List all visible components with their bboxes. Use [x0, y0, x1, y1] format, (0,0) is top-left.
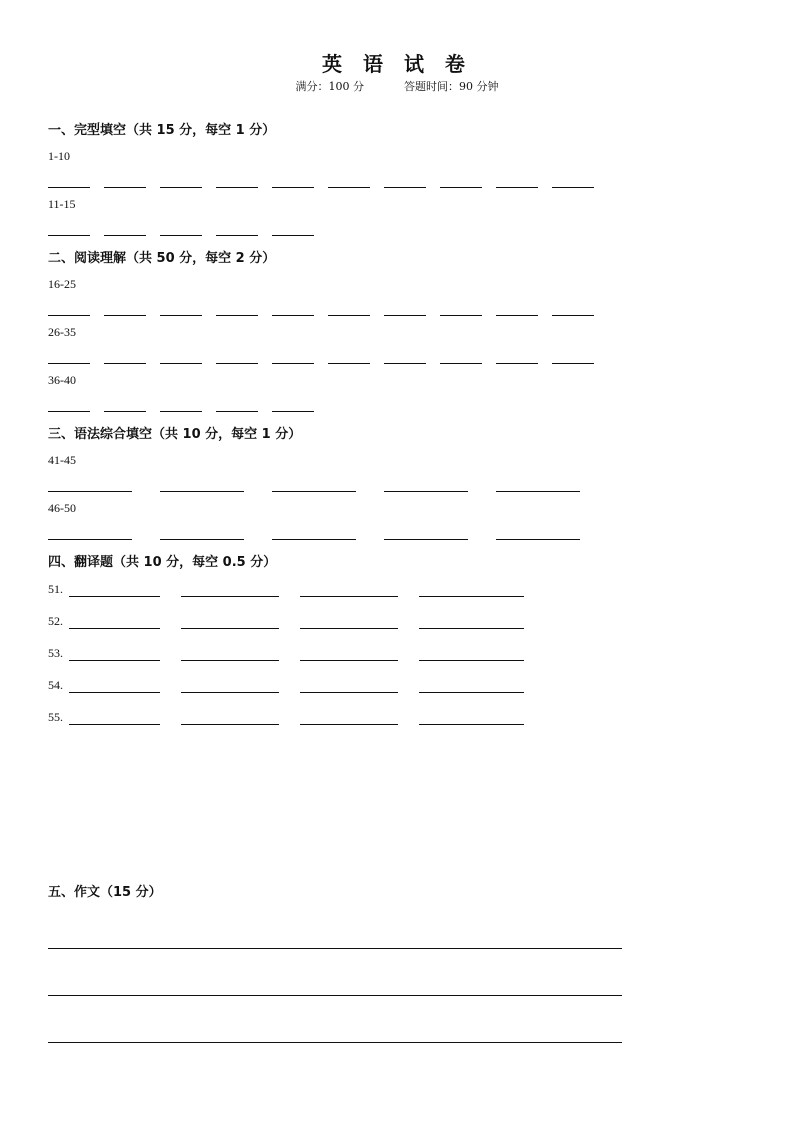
answer-blank[interactable]: [272, 491, 356, 492]
answer-blank[interactable]: [160, 411, 202, 412]
group-label: 41-45: [48, 453, 76, 467]
answer-blank[interactable]: [48, 235, 90, 236]
translation-blank[interactable]: [69, 724, 160, 725]
answer-blank[interactable]: [216, 315, 258, 316]
exam-time: 答题时间：90 分钟: [404, 80, 499, 93]
translation-blank[interactable]: [419, 596, 524, 597]
answer-blank[interactable]: [216, 363, 258, 364]
full-score: 满分：100 分: [295, 80, 364, 93]
answer-blank[interactable]: [552, 187, 594, 188]
section-1-title: 一、完型填空（共 15 分，每空 1 分）: [48, 123, 276, 138]
answer-blank[interactable]: [48, 187, 90, 188]
answer-blank[interactable]: [552, 315, 594, 316]
translation-blank[interactable]: [181, 724, 279, 725]
answer-blank[interactable]: [384, 539, 468, 540]
translation-item-number: 55.: [48, 710, 63, 724]
answer-blank[interactable]: [496, 491, 580, 492]
translation-blank[interactable]: [181, 628, 279, 629]
answer-blank[interactable]: [272, 539, 356, 540]
answer-blank[interactable]: [160, 539, 244, 540]
translation-blank[interactable]: [300, 660, 398, 661]
answer-blank[interactable]: [104, 235, 146, 236]
answer-blank[interactable]: [48, 491, 132, 492]
translation-blank[interactable]: [69, 596, 160, 597]
answer-blank[interactable]: [160, 491, 244, 492]
answer-blank[interactable]: [272, 187, 314, 188]
answer-blank[interactable]: [104, 411, 146, 412]
answer-blank[interactable]: [48, 363, 90, 364]
answer-blank[interactable]: [328, 315, 370, 316]
answer-blank[interactable]: [384, 315, 426, 316]
group-label: 36-40: [48, 373, 76, 387]
answer-blank[interactable]: [160, 187, 202, 188]
translation-blank[interactable]: [69, 660, 160, 661]
answer-blank[interactable]: [216, 235, 258, 236]
translation-item-number: 53.: [48, 646, 63, 660]
answer-blank[interactable]: [272, 315, 314, 316]
section-2-title: 二、阅读理解（共 50 分，每空 2 分）: [48, 251, 276, 266]
translation-blank[interactable]: [300, 692, 398, 693]
writing-line[interactable]: [48, 1042, 622, 1043]
section-5-title: 五、作文（15 分）: [48, 885, 162, 900]
translation-blank[interactable]: [300, 628, 398, 629]
writing-line[interactable]: [48, 995, 622, 996]
answer-blank[interactable]: [48, 411, 90, 412]
answer-blank[interactable]: [440, 315, 482, 316]
translation-blank[interactable]: [419, 692, 524, 693]
translation-blank[interactable]: [181, 596, 279, 597]
answer-blank[interactable]: [496, 187, 538, 188]
answer-blank[interactable]: [440, 363, 482, 364]
answer-blank[interactable]: [496, 363, 538, 364]
group-label: 16-25: [48, 277, 76, 291]
translation-blank[interactable]: [419, 628, 524, 629]
answer-blank[interactable]: [160, 235, 202, 236]
answer-blank[interactable]: [104, 187, 146, 188]
answer-blank[interactable]: [48, 539, 132, 540]
section-3-title: 三、语法综合填空（共 10 分，每空 1 分）: [48, 427, 302, 442]
answer-blank[interactable]: [328, 363, 370, 364]
exam-title: 英 语 试 卷: [322, 52, 472, 76]
exam-info: [0, 78, 794, 94]
translation-blank[interactable]: [69, 692, 160, 693]
translation-blank[interactable]: [181, 660, 279, 661]
answer-blank[interactable]: [272, 411, 314, 412]
answer-blank[interactable]: [272, 235, 314, 236]
translation-blank[interactable]: [300, 724, 398, 725]
group-label: 1-10: [48, 149, 70, 163]
translation-item-number: 51.: [48, 582, 63, 596]
answer-blank[interactable]: [384, 363, 426, 364]
answer-blank[interactable]: [440, 187, 482, 188]
answer-blank[interactable]: [552, 363, 594, 364]
answer-blank[interactable]: [160, 363, 202, 364]
answer-blank[interactable]: [48, 315, 90, 316]
section-4-title: 四、翻译题（共 10 分，每空 0.5 分）: [48, 555, 277, 570]
answer-blank[interactable]: [104, 363, 146, 364]
answer-blank[interactable]: [104, 315, 146, 316]
answer-blank[interactable]: [328, 187, 370, 188]
group-label: 26-35: [48, 325, 76, 339]
translation-blank[interactable]: [69, 628, 160, 629]
translation-item-number: 54.: [48, 678, 63, 692]
translation-blank[interactable]: [419, 724, 524, 725]
translation-blank[interactable]: [300, 596, 398, 597]
answer-blank[interactable]: [216, 187, 258, 188]
answer-blank[interactable]: [160, 315, 202, 316]
translation-blank[interactable]: [181, 692, 279, 693]
answer-blank[interactable]: [216, 411, 258, 412]
answer-blank[interactable]: [384, 491, 468, 492]
answer-blank[interactable]: [496, 315, 538, 316]
group-label: 11-15: [48, 197, 76, 211]
answer-blank[interactable]: [496, 539, 580, 540]
writing-line[interactable]: [48, 948, 622, 949]
answer-blank[interactable]: [272, 363, 314, 364]
answer-blank[interactable]: [384, 187, 426, 188]
group-label: 46-50: [48, 501, 76, 515]
translation-item-number: 52.: [48, 614, 63, 628]
translation-blank[interactable]: [419, 660, 524, 661]
